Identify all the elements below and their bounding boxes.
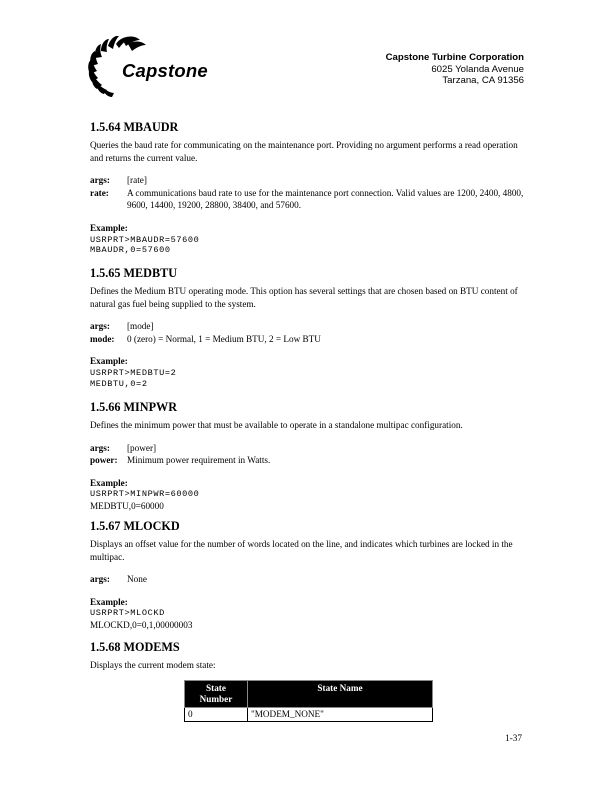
args-row <box>90 573 530 586</box>
example-command: USRPRT>MLOCKD <box>90 608 165 619</box>
param-value: A communications baud rate to use for the maintenance port connection. Valid values are 1200, 2400, 4800, 9600, 14400, 19200, 28800, 38400, and 57600. <box>127 187 524 211</box>
section-heading: 1.5.65 MEDBTU <box>90 266 178 280</box>
section-description: Displays the current modem state: <box>90 660 216 670</box>
param-label: mode: <box>90 333 115 344</box>
state-number-cell: 0 <box>185 708 248 722</box>
example-response: MBAUDR,0=57600 <box>90 245 171 256</box>
args-label: args: <box>90 175 110 186</box>
capstone-logo <box>86 36 236 98</box>
example-command: USRPRT>MBAUDR=57600 <box>90 234 200 245</box>
section-description: Queries the baud rate for communicating on the maintenance port. Providing no argument performs a read operation and returns the current value. <box>90 140 518 163</box>
section-description: Displays an offset value for the number of words located on the line, and indicates which turbines are locked in the multipac. <box>90 539 513 562</box>
param-row <box>90 454 463 467</box>
section-modems <box>90 640 216 672</box>
args-row <box>90 442 463 455</box>
section-heading: 1.5.64 MBAUDR <box>90 120 179 134</box>
example-command: USRPRT>MINPWR=60000 <box>90 489 200 500</box>
address-line-2: Tarzana, CA 91356 <box>442 75 524 87</box>
args-value: [rate] <box>127 175 147 186</box>
example-label: Example: <box>90 477 128 488</box>
args-row <box>90 320 530 333</box>
param-value: Minimum power requirement in Watts. <box>127 455 271 466</box>
company-name: Capstone Turbine Corporation <box>385 52 524 63</box>
page-number: 1-37 <box>505 733 522 743</box>
param-value: 0 (zero) = Normal, 1 = Medium BTU, 2 = Low BTU <box>127 333 321 344</box>
args-row <box>90 174 530 187</box>
section-description: Defines the Medium BTU operating mode. This option has several settings that are chosen based on BTU content of natural gas fuel being supplied to the system. <box>90 286 518 309</box>
example-label: Example: <box>90 356 128 367</box>
section-medbtu <box>90 266 530 389</box>
example-command: USRPRT>MEDBTU=2 <box>90 367 177 378</box>
args-value: [mode] <box>127 321 154 332</box>
section-minpwr <box>90 400 463 513</box>
section-mlockd <box>90 519 530 632</box>
example-label: Example: <box>90 222 128 233</box>
modem-state-table <box>184 680 433 722</box>
section-heading: 1.5.68 MODEMS <box>90 640 180 654</box>
address-line-1: 6025 Yolanda Avenue <box>431 63 524 75</box>
company-address-block <box>386 52 524 87</box>
example-response: MLOCKD,0=0,1,00000003 <box>90 619 193 630</box>
param-row <box>90 187 530 212</box>
column-header-state-name: State Name <box>248 681 433 708</box>
args-label: args: <box>90 574 110 585</box>
column-header-state-number: State Number <box>185 681 248 708</box>
table-row <box>185 708 433 722</box>
logo-wordmark: Capstone <box>122 60 208 81</box>
section-description: Defines the minimum power that must be available to operate in a standalone multipac configuration. <box>90 420 463 430</box>
args-value: None <box>127 574 147 585</box>
example-response: MEDBTU,0=2 <box>90 378 148 389</box>
table-header-row <box>185 681 433 708</box>
args-value: [power] <box>127 442 157 453</box>
section-mbaudr <box>90 120 530 256</box>
section-heading: 1.5.67 MLOCKD <box>90 519 180 533</box>
param-label: power: <box>90 455 118 466</box>
example-label: Example: <box>90 596 128 607</box>
example-response: MEDBTU,0=60000 <box>90 500 164 511</box>
param-row <box>90 333 530 346</box>
args-label: args: <box>90 442 110 453</box>
param-label: rate: <box>90 187 109 198</box>
state-name-cell: "MODEM_NONE" <box>248 708 433 722</box>
args-label: args: <box>90 321 110 332</box>
section-heading: 1.5.66 MINPWR <box>90 400 177 414</box>
